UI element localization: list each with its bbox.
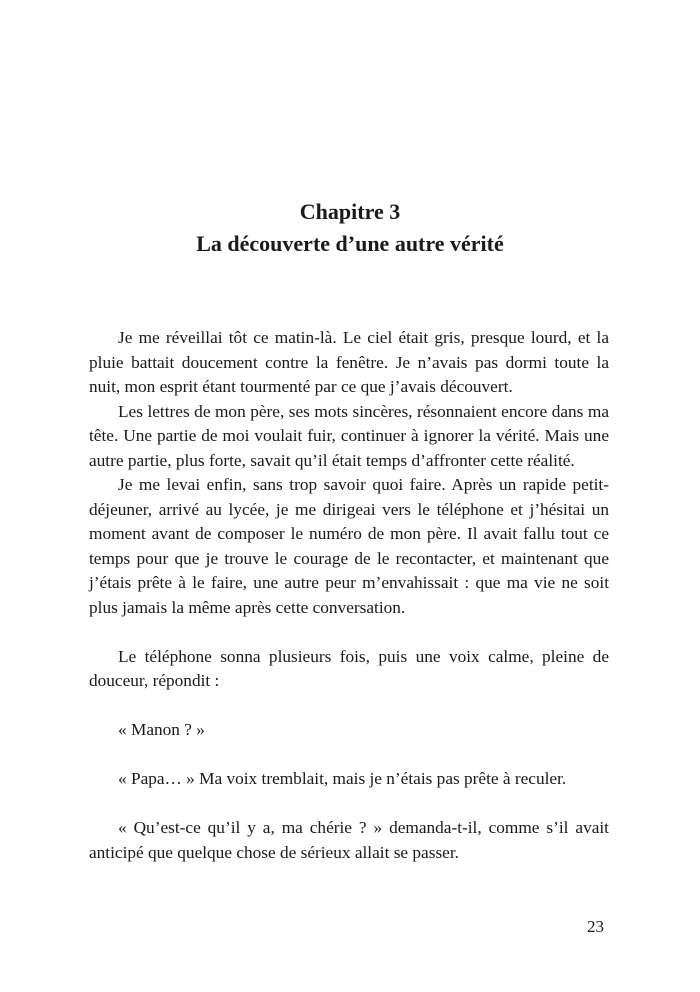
chapter-number: Chapitre 3 — [299, 199, 401, 224]
paragraph: Je me réveillai tôt ce matin-là. Le ciel était gris, presque lourd, et la pluie battait doucement contre la fenêtre. Je n’avais pas dormi toute la nuit, mon esprit étant tourmenté par ce que j’avais découvert. — [89, 328, 609, 396]
chapter-title: La découverte d’une autre vérité — [196, 231, 504, 256]
paragraph: Je me levai enfin, sans trop savoir quoi faire. Après un rapide petit-déjeuner, arrivé au lycée, je me dirigeai vers le téléphone et j’hésitai un moment avant de composer le numéro de mon père. Il avait fallu tout ce temps pour que je trouve le courage de le recontacter, et maintenant que j’étais prête à le faire, une autre peur m’envahissait : que ma vie ne soit plus jamais la même après cette conversation. — [89, 475, 609, 617]
dialogue-line: « Qu’est-ce qu’il y a, ma chérie ? » demanda-t-il, comme s’il avait anticipé que quelque chose de sérieux allait se passer. — [89, 818, 609, 862]
dialogue-line: « Papa… » Ma voix tremblait, mais je n’étais pas prête à reculer. — [118, 769, 567, 788]
paragraph: Les lettres de mon père, ses mots sincères, résonnaient encore dans ma tête. Une partie de moi voulait fuir, continuer à ignorer la vérité. Mais une autre partie, plus forte, savait qu’il était temps d’affronter cette réalité. — [89, 401, 609, 470]
chapter-body — [89, 326, 609, 865]
dialogue-line: « Manon ? » — [118, 720, 205, 739]
chapter-heading — [0, 196, 700, 260]
paragraph: Le téléphone sonna plusieurs fois, puis une voix calme, pleine de douceur, répondit : — [89, 646, 609, 690]
page-number: 23 — [587, 917, 604, 936]
